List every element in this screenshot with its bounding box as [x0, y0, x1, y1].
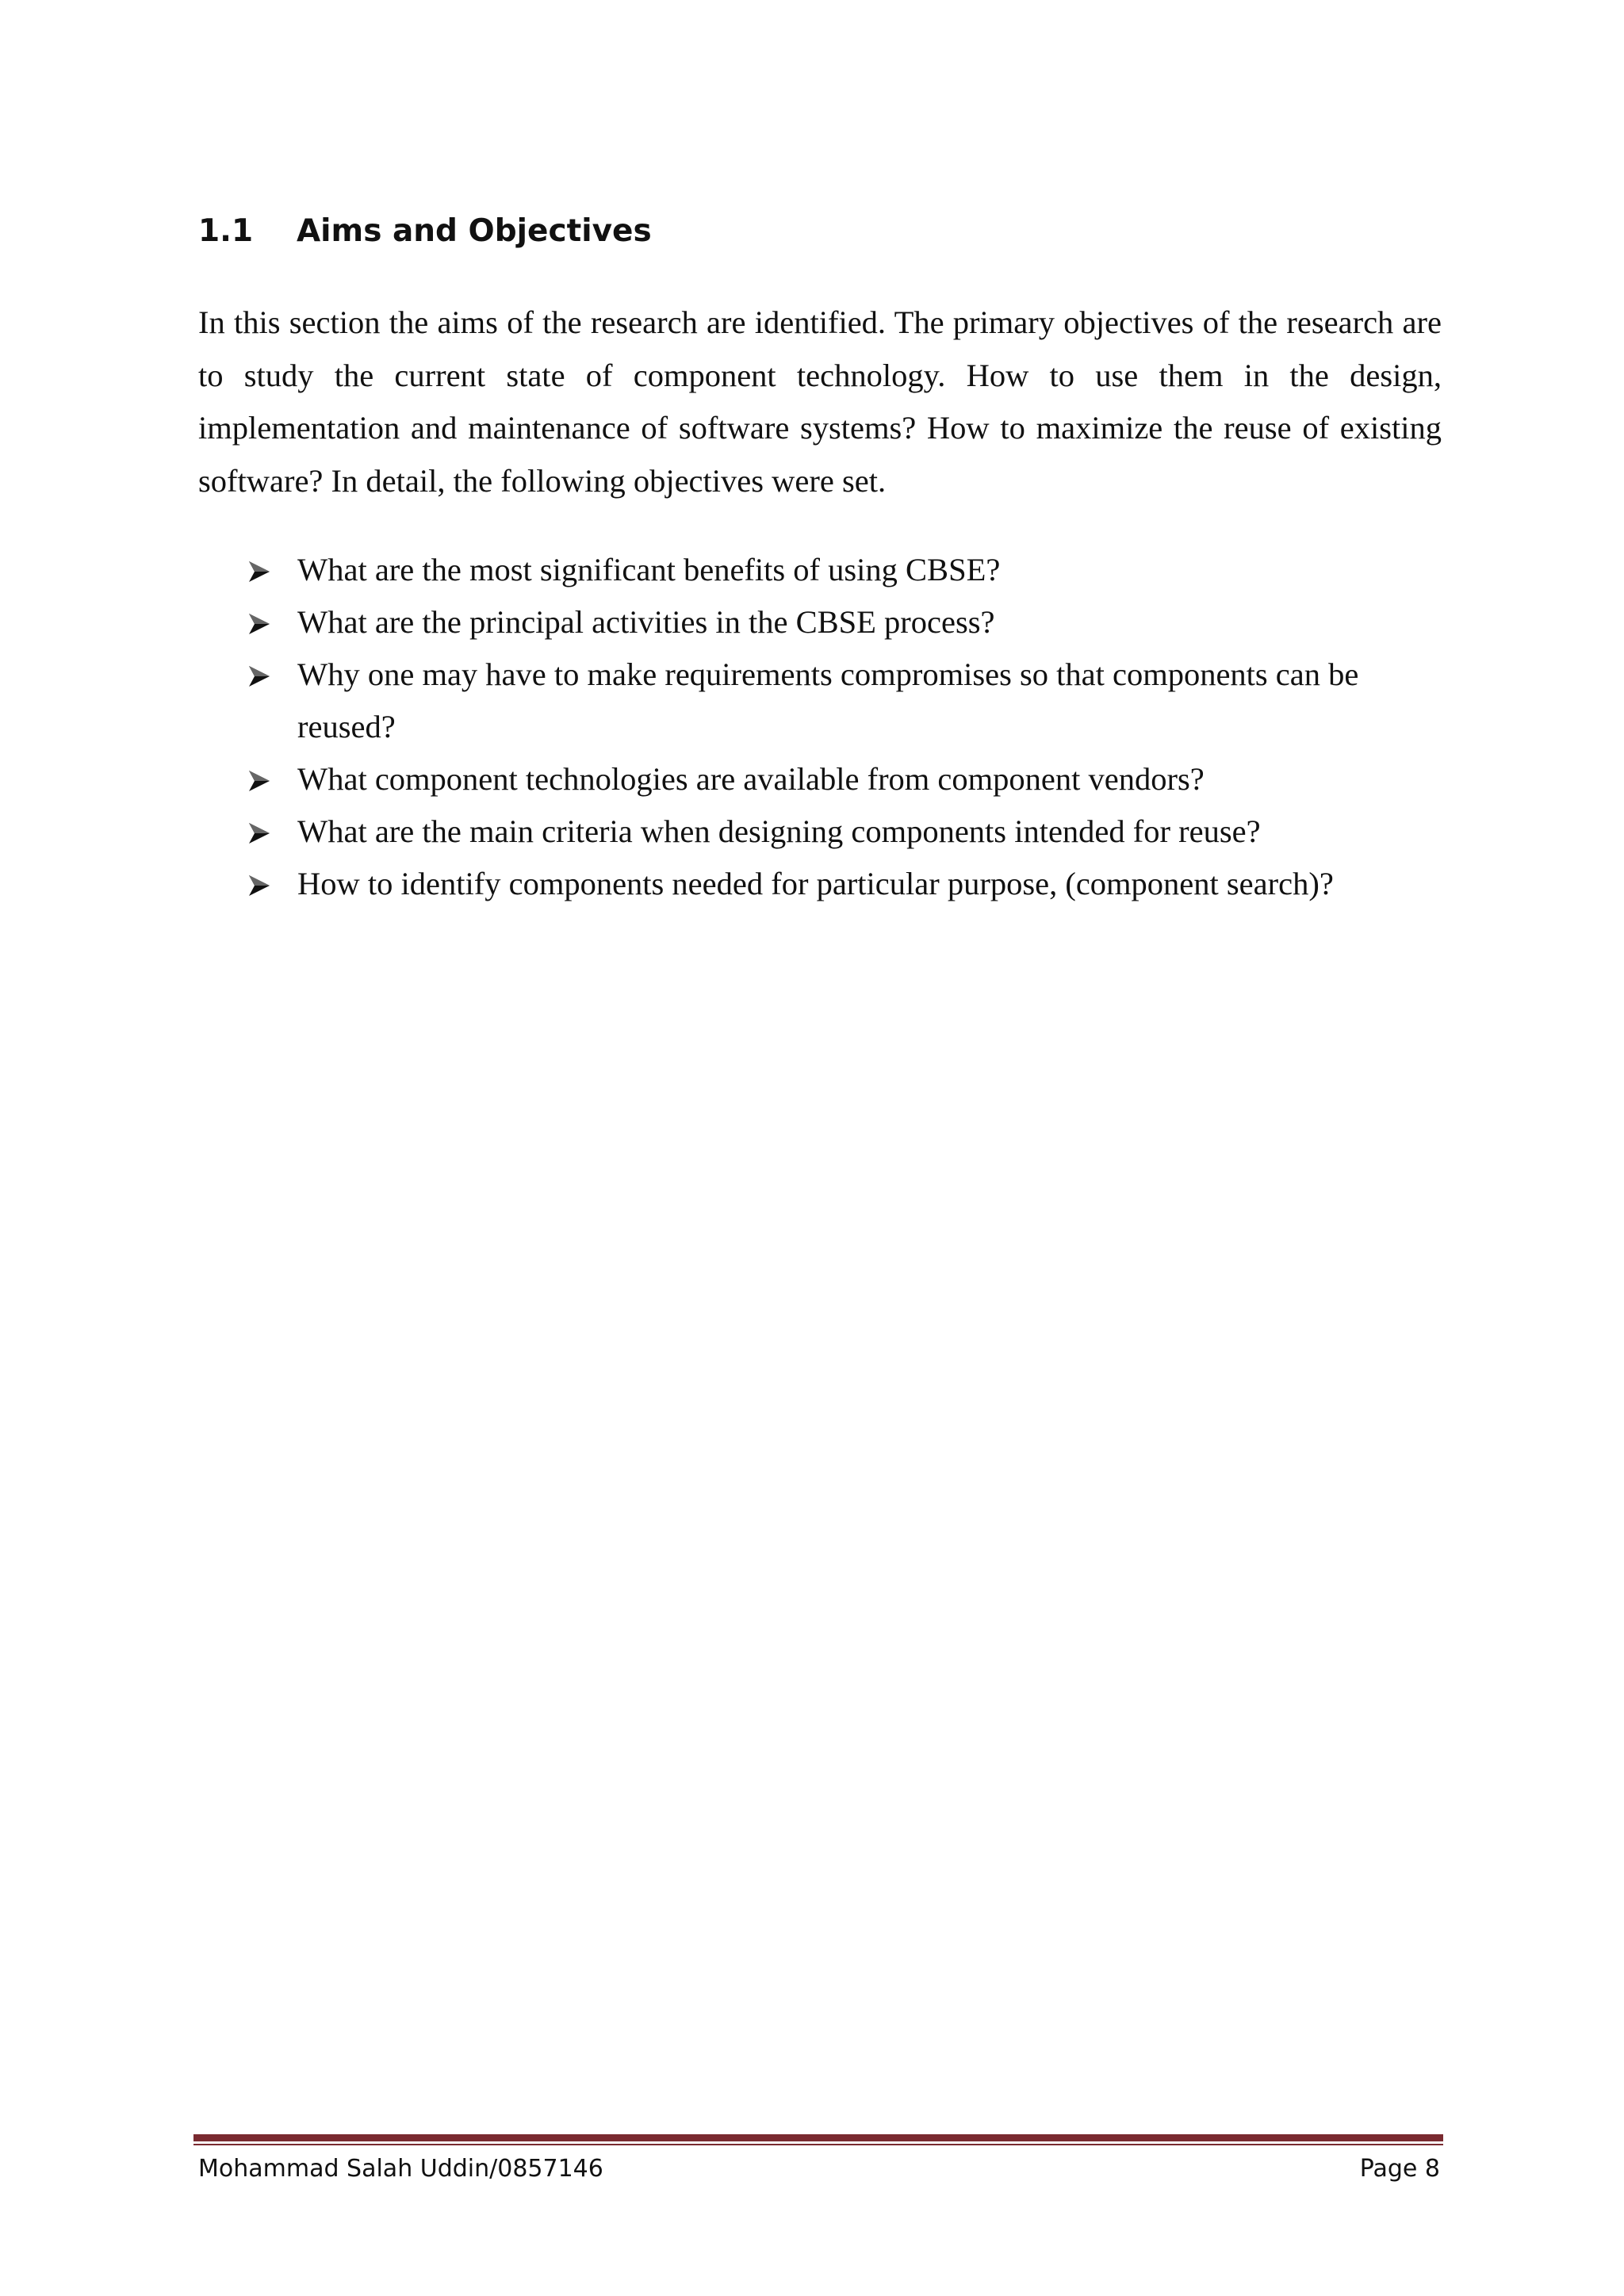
objective-text: Why one may have to make requirements compromises so that components can be reused?	[297, 656, 1359, 744]
footer-page-number: Page 8	[1359, 2155, 1440, 2183]
section-number: 1.1	[198, 213, 254, 249]
section-title: Aims and Objectives	[297, 213, 652, 249]
objective-text: What are the main criteria when designing components intended for reuse?	[297, 813, 1261, 849]
objective-item	[247, 649, 1437, 753]
objective-text: What are the most significant benefits of using CBSE?	[297, 552, 1001, 587]
arrowhead-bullet-icon	[247, 612, 271, 636]
footer-author: Mohammad Salah Uddin/0857146	[198, 2155, 603, 2183]
footer-divider-thin	[193, 2144, 1443, 2145]
objective-item	[247, 544, 1437, 596]
objective-item	[247, 753, 1437, 806]
intro-paragraph: In this section the aims of the research are identified. The primary objectives of the research are to study the current state of component technology. How to use them in the design, implementation and maintenance of software systems? How to maximize the reuse of existing software? In detail, the following objectives were set.	[198, 304, 1442, 499]
footer-divider-thick	[193, 2134, 1443, 2141]
objective-item	[247, 596, 1437, 649]
arrowhead-bullet-icon	[247, 874, 271, 897]
objective-item	[247, 806, 1437, 858]
objective-text: What are the principal activities in the CBSE process?	[297, 604, 995, 640]
arrowhead-bullet-icon	[247, 560, 271, 584]
objective-text: How to identify components needed for particular purpose, (component search)?	[297, 866, 1334, 901]
arrowhead-bullet-icon	[247, 769, 271, 793]
objective-item	[247, 858, 1437, 910]
arrowhead-bullet-icon	[247, 664, 271, 688]
arrowhead-bullet-icon	[247, 821, 271, 845]
objectives-list	[247, 544, 1437, 910]
objective-text: What component technologies are available from component vendors?	[297, 761, 1205, 797]
footer-divider	[193, 2134, 1443, 2147]
section-heading	[198, 208, 652, 255]
